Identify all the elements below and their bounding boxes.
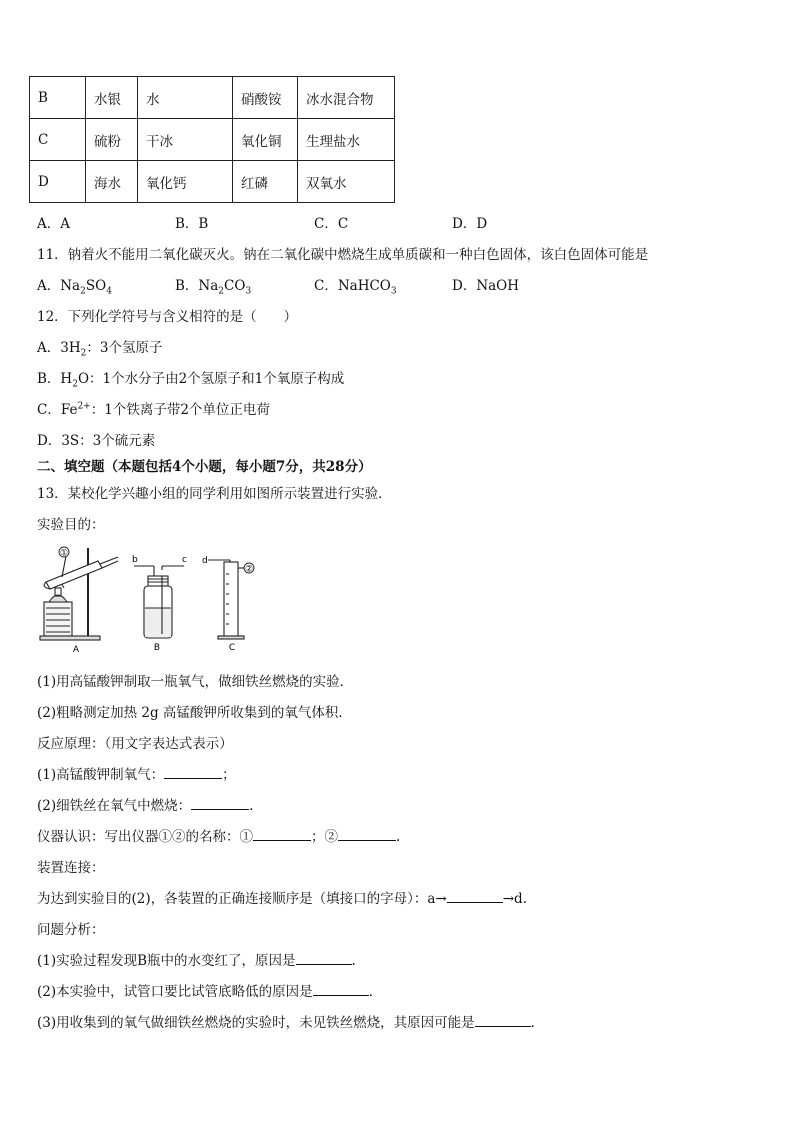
- q10-option-b: B．B: [175, 216, 209, 232]
- q13-analysis-3-text: (3)用收集到的氧气做细铁丝燃烧的实验时，未见铁丝燃烧，其原因可能是: [37, 1015, 475, 1031]
- apparatus-c-label: C: [228, 643, 236, 653]
- q12-option-d: D．3S：3个硫元素: [37, 433, 156, 449]
- q13-analysis-1-text: (1)实验过程发现B瓶中的水变红了，原因是: [37, 953, 296, 969]
- q13-analysis-2: [37, 980, 373, 1000]
- q13-connect-line: [37, 887, 527, 907]
- q13-principle-2-end: .: [249, 798, 254, 814]
- answer-blank[interactable]: [338, 828, 396, 841]
- q11-option-c-text: C．NaHCO: [314, 278, 391, 294]
- table-cell: 海水: [86, 161, 138, 203]
- q13-analysis-2-end: .: [368, 984, 373, 1000]
- port-label-d: d: [202, 556, 208, 566]
- q12-option-a: [37, 336, 162, 359]
- q12-option-c-text: ：1个铁离子带2个单位正电荷: [90, 402, 270, 418]
- table-cell: D: [30, 161, 86, 203]
- q11-option-b-text: CO: [224, 278, 246, 294]
- q11-option-b-sub: 2: [218, 286, 225, 297]
- table-cell: 水: [138, 77, 233, 119]
- table-cell: 硫粉: [86, 119, 138, 161]
- q13-principle-2: [37, 794, 253, 814]
- q13-analysis-3: [37, 1011, 535, 1031]
- table-row: [30, 161, 395, 203]
- table-cell: 干冰: [138, 119, 233, 161]
- q13-analysis-2-text: (2)本实验中，试管口要比试管底略低的原因是: [37, 984, 313, 1000]
- q11-option-b-text: B．Na: [175, 278, 219, 294]
- q12-option-a-text: A．3H: [37, 340, 81, 356]
- port-label-c: c: [182, 555, 187, 565]
- q13-principle-1-text: (1)高锰酸钾制氧气：: [37, 767, 165, 783]
- q11-option-d: D．NaOH: [452, 278, 520, 294]
- table-cell: 生理盐水: [298, 119, 395, 161]
- q13-analysis-3-end: .: [530, 1015, 535, 1031]
- q11-stem: 11．钠着火不能用二氧化碳灭火。钠在二氧化碳中燃烧生成单质碳和一种白色固体，该白色固体可能是: [37, 247, 649, 263]
- q13-stem: 13．某校化学兴趣小组的同学利用如图所示装置进行实验．: [37, 486, 392, 502]
- q13-principle-1-end: ；: [222, 767, 236, 783]
- answer-blank[interactable]: [253, 828, 311, 841]
- answer-blank[interactable]: [191, 797, 249, 810]
- q10-option-d: D．D: [452, 216, 488, 232]
- q13-analysis-1-end: .: [351, 953, 356, 969]
- q13-instrument-text: 仪器认识：写出仪器①②的名称：①: [37, 829, 253, 845]
- q10-option-a: A．A: [37, 216, 70, 232]
- apparatus-b: [134, 566, 184, 638]
- q13-instrument: [37, 825, 400, 845]
- circle-label-1: ①: [59, 548, 69, 559]
- q13-instrument-text: ；②: [311, 829, 338, 845]
- apparatus-figure: [36, 544, 266, 656]
- table-cell: 红磷: [233, 161, 298, 203]
- apparatus-b-label: B: [153, 643, 161, 653]
- table-cell: 氧化钙: [138, 161, 233, 203]
- apparatus-a-label: A: [72, 645, 80, 655]
- q11-option-a-sub: 2: [80, 286, 86, 297]
- section-heading: 二、填空题（本题包括4个小题，每小题7分，共28分）: [37, 459, 372, 475]
- q13-goal-heading: 实验目的：: [37, 517, 105, 533]
- q11-option-b-sub: 3: [245, 286, 252, 297]
- q10-option-c: C．C: [314, 216, 349, 232]
- table-cell: 水银: [86, 77, 138, 119]
- q11-option-a: [37, 274, 112, 297]
- answer-blank[interactable]: [475, 1014, 531, 1027]
- table-cell: 双氧水: [298, 161, 395, 203]
- answer-blank[interactable]: [296, 952, 352, 965]
- q13-goal-2: (2)粗略测定加热 2g 高锰酸钾所收集到的氧气体积．: [37, 705, 352, 721]
- q13-analysis-1: [37, 949, 356, 969]
- q11-option-a-text: A．Na: [37, 278, 81, 294]
- answer-blank[interactable]: [164, 766, 222, 779]
- q13-connect-heading: 装置连接：: [37, 860, 105, 876]
- q12-option-a-sub: 2: [80, 348, 87, 359]
- port-label-b: b: [132, 555, 138, 565]
- q12-option-c-sup: 2+: [77, 401, 91, 412]
- circle-label-2: ②: [244, 564, 254, 575]
- options-table: [29, 76, 395, 203]
- q13-goal-1: (1)用高锰酸钾制取一瓶氧气，做细铁丝燃烧的实验．: [37, 674, 354, 690]
- apparatus-c: [208, 560, 244, 639]
- q11-option-a-text: SO: [85, 278, 107, 294]
- q12-option-b-text: O：1个水分子由2个氢原子和1个氧原子构成: [77, 371, 345, 387]
- q12-option-b: [37, 367, 344, 390]
- table-cell: 氧化铜: [233, 119, 298, 161]
- q13-principle-1: [37, 763, 236, 783]
- q12-option-c: [37, 398, 270, 418]
- q12-option-a-text: ：3个氢原子: [86, 340, 163, 356]
- answer-blank[interactable]: [313, 983, 369, 996]
- q13-principle-heading: 反应原理：（用文字表达式表示）: [37, 736, 233, 752]
- q11-option-c-sub: 3: [390, 286, 397, 297]
- answer-blank[interactable]: [447, 890, 503, 903]
- table-cell: C: [30, 119, 86, 161]
- q11-option-a-sub: 4: [106, 286, 112, 297]
- q11-option-b: [175, 274, 251, 297]
- q13-connect-end: →d.: [502, 891, 527, 907]
- table-row: [30, 77, 395, 119]
- q11-option-c: [314, 274, 397, 297]
- table-row: [30, 119, 395, 161]
- table-cell: B: [30, 77, 86, 119]
- q13-principle-2-text: (2)细铁丝在氧气中燃烧：: [37, 798, 192, 814]
- q12-stem: 12．下列化学符号与含义相符的是（ ）: [37, 309, 298, 325]
- q12-option-b-text: B．H: [37, 371, 73, 387]
- q13-analysis-heading: 问题分析：: [37, 922, 105, 938]
- q12-option-b-sub: 2: [72, 379, 78, 390]
- q13-connect-text: 为达到实验目的(2)，各装置的正确连接顺序是（填接口的字母）：a→: [37, 891, 447, 907]
- table-cell: 硝酸铵: [233, 77, 298, 119]
- q13-instrument-end: .: [396, 829, 401, 845]
- apparatus-a: [40, 548, 118, 640]
- table-cell: 冰水混合物: [298, 77, 395, 119]
- q12-option-c-text: C．Fe: [37, 402, 78, 418]
